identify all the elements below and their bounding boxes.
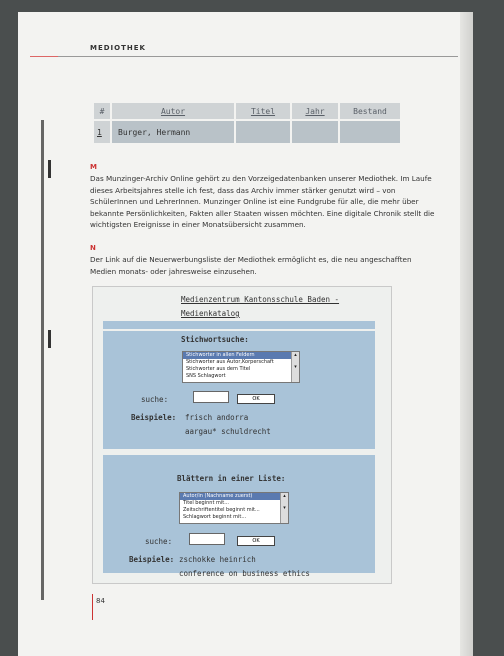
table-header-row — [94, 103, 400, 119]
list-option[interactable]: Zeitschriftentitel beginnt mit... — [183, 507, 260, 513]
row-titel — [236, 121, 290, 143]
list-option[interactable]: SNS Schlagwort — [186, 373, 226, 379]
stichwort-search-input[interactable] — [193, 391, 229, 403]
row-number-link[interactable]: 1 — [94, 121, 110, 143]
header-accent — [30, 56, 58, 57]
example-text: zschokke heinrich — [179, 555, 256, 564]
binding-shadow — [41, 120, 44, 600]
list-option[interactable]: Stichworter aus Autor,Korperschaft — [186, 359, 274, 365]
list-option[interactable]: Titel beginnt mit... — [183, 500, 229, 506]
running-header: MEDIOTHEK — [90, 44, 146, 52]
binding-mark — [48, 330, 51, 348]
example-text: frisch andorra — [185, 413, 249, 422]
header-band — [103, 321, 375, 329]
col-number: # — [94, 103, 110, 119]
example-text: aargau* schuldrecht — [185, 427, 271, 436]
catalog-screenshot — [92, 286, 392, 584]
liste-search-input[interactable] — [189, 533, 225, 545]
result-table — [92, 101, 402, 145]
liste-listbox[interactable] — [179, 492, 289, 524]
table-row — [94, 121, 400, 143]
list-option[interactable]: Stichworter in allen Feldern — [183, 352, 299, 359]
section-marker: M — [90, 163, 97, 171]
scrollbar[interactable]: ▴ ▾ — [291, 352, 299, 382]
catalog-title-line2: Medienkatalog — [181, 309, 240, 318]
example-text: conference on business ethics — [179, 569, 310, 578]
stichwort-listbox[interactable] — [182, 351, 300, 383]
liste-ok-button[interactable]: OK — [237, 536, 275, 546]
row-jahr — [292, 121, 338, 143]
catalog-title — [181, 293, 339, 321]
liste-examples-label: Beispiele: — [129, 555, 175, 564]
section-marker: N — [90, 244, 96, 252]
list-option[interactable]: Schlagwort beginnt mit... — [183, 514, 247, 520]
binding-mark — [48, 160, 51, 178]
stichwort-heading: Stichwortsuche: — [181, 335, 249, 344]
page-number-rule — [92, 594, 93, 620]
col-bestand: Bestand — [340, 103, 400, 119]
stichwort-ok-button[interactable]: OK — [237, 394, 275, 404]
col-jahr[interactable]: Jahr — [292, 103, 338, 119]
list-option[interactable]: Stichworter aus dem Titel — [186, 366, 251, 372]
paragraph-neuerwerbungen: Der Link auf die Neuerwerbungsliste der Mediothek ermöglicht es, die neu angeschafften Medien monats- oder jahresweise einzusehen. — [90, 255, 412, 276]
liste-search-label: suche: — [145, 537, 173, 546]
liste-heading: Blättern in einer Liste: — [177, 474, 286, 483]
stichwort-search-label: suche: — [141, 395, 169, 404]
paragraph-munzinger: Das Munzinger-Archiv Online gehört zu den Vorzeigedatenbanken unserer Mediothek. Im Laufe dieses Arbeitsjahres stelle ich fest, dass das Archiv immer stärker genutzt wird – von SchülerInnen und LehrerInnen. Munzinger Online ist eine Fundgrube für alle, die mehr über bekannte Persönlichkeiten, Fakten aller Staaten wissen möchten. Eine digitale Chronik stellt die wichtigsten Ereignisse in einer Monatsübersicht zusammen. — [90, 174, 435, 229]
col-titel[interactable]: Titel — [236, 103, 290, 119]
row-autor: Burger, Hermann — [112, 121, 234, 143]
col-autor[interactable]: Autor — [112, 103, 234, 119]
list-option[interactable]: Autor/in (Nachname zuerst) — [180, 493, 288, 500]
page-edge — [460, 12, 473, 656]
scrollbar[interactable]: ▴ ▾ — [280, 493, 288, 523]
row-bestand — [340, 121, 400, 143]
catalog-title-line1: Medienzentrum Kantonsschule Baden - — [181, 295, 340, 304]
page-number: 84 — [96, 597, 105, 605]
header-rule — [58, 56, 458, 57]
stichwort-examples-label: Beispiele: — [131, 413, 177, 422]
